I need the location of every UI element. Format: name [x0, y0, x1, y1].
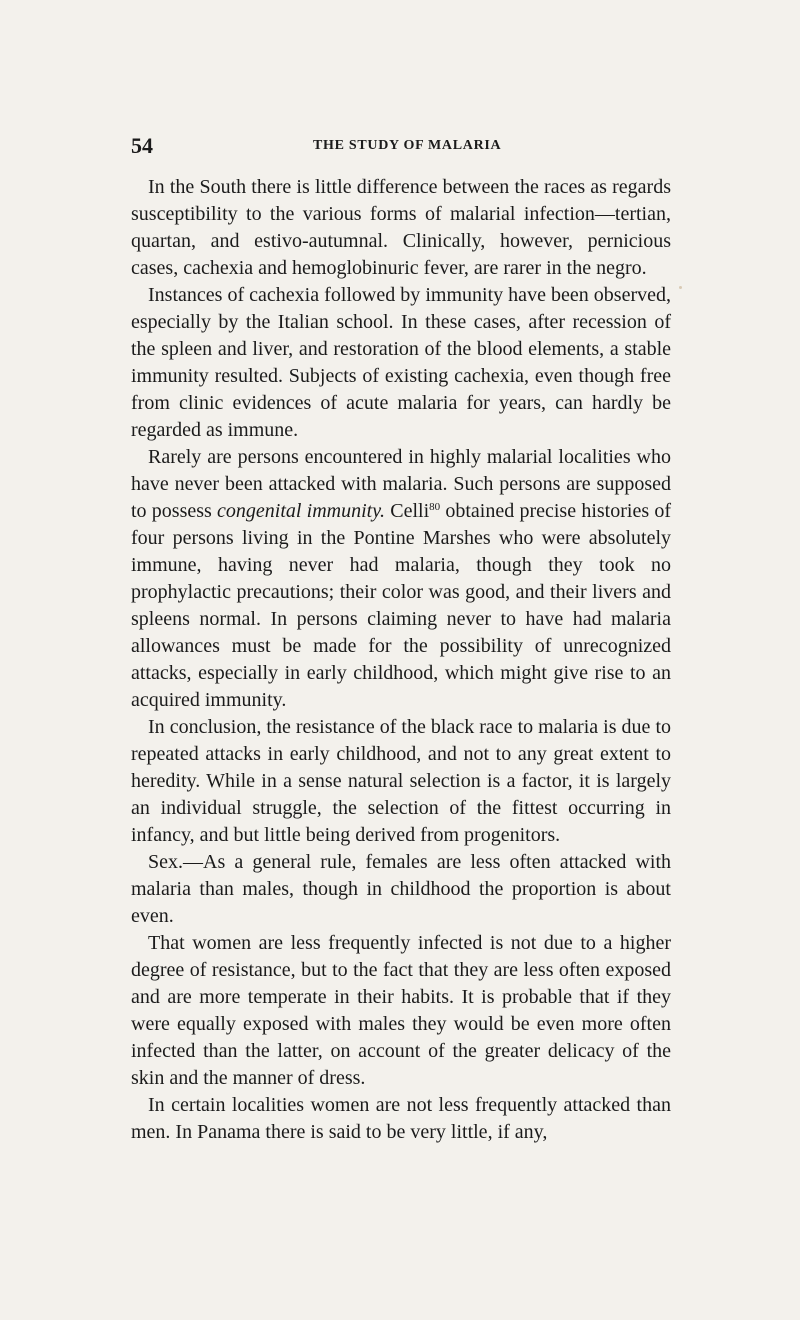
- paper-speck: [679, 286, 682, 289]
- italic-term: congenital immunity.: [217, 500, 386, 522]
- paragraph-cachexia-immunity: Instances of cachexia followed by immunity have been observed, especially by the Italian school. In these cases, after recession of the spleen and liver, and restoration of the blood elements, a stable immunity resulted. Subjects of existing cachexia, even though free from clinic evidences of acute malaria for years, can hardly be regarded as immune.: [131, 284, 671, 441]
- paragraph-sex: Sex.—As a general rule, females are less often attacked with malaria than males, though in childhood the proportion is about even.: [131, 851, 671, 927]
- page-number: 54: [131, 133, 153, 158]
- paragraph-women-infection: That women are less frequently infected is not due to a higher degree of resistance, but to the fact that they are less often exposed and are more temperate in their habits. It is probable that if they were equally exposed with males they would be even more often infected than the latter, on account of the greater delicacy of the skin and the manner of dress.: [131, 932, 671, 1089]
- paragraph-races-susceptibility: In the South there is little difference between the races as regards susceptibility to the various forms of malarial infection—tertian, quartan, and estivo-autumnal. Clinically, however, pernicious cases, cachexia and hemoglobinuric fever, are rarer in the negro.: [131, 176, 671, 279]
- paragraph-localities: In certain localities women are not less frequently attacked than men. In Panama there is said to be very little, if any,: [131, 1094, 671, 1143]
- paragraph-text-middle: Celli: [385, 500, 430, 522]
- paragraph-text-after: obtained precise histories of four persons living in the Pontine Marshes who were absolutely immune, having never had malaria, though they took no prophylactic precautions; their color was good, and their livers and spleens normal. In persons claiming never to have had malaria allowances must be made for the possibility of unrecognized attacks, especially in early childhood, which might give rise to an acquired immunity.: [131, 500, 671, 711]
- paragraph-congenital-immunity: [131, 444, 671, 714]
- page-header: [131, 134, 671, 158]
- running-head: THE STUDY OF MALARIA: [313, 138, 502, 153]
- body-text: [131, 174, 671, 1146]
- paragraph-text-before: Rarely are persons encountered in highly malarial localities who have never been attacked with malaria. Such persons are supposed to possess: [131, 446, 671, 522]
- paragraph-conclusion: In conclusion, the resistance of the black race to malaria is due to repeated attacks in early childhood, and not to any great extent to heredity. While in a sense natural selection is a factor, it is largely an individual struggle, the selection of the fittest occurring in infancy, and but little being derived from progenitors.: [131, 716, 671, 846]
- footnote-reference: 80: [429, 501, 441, 513]
